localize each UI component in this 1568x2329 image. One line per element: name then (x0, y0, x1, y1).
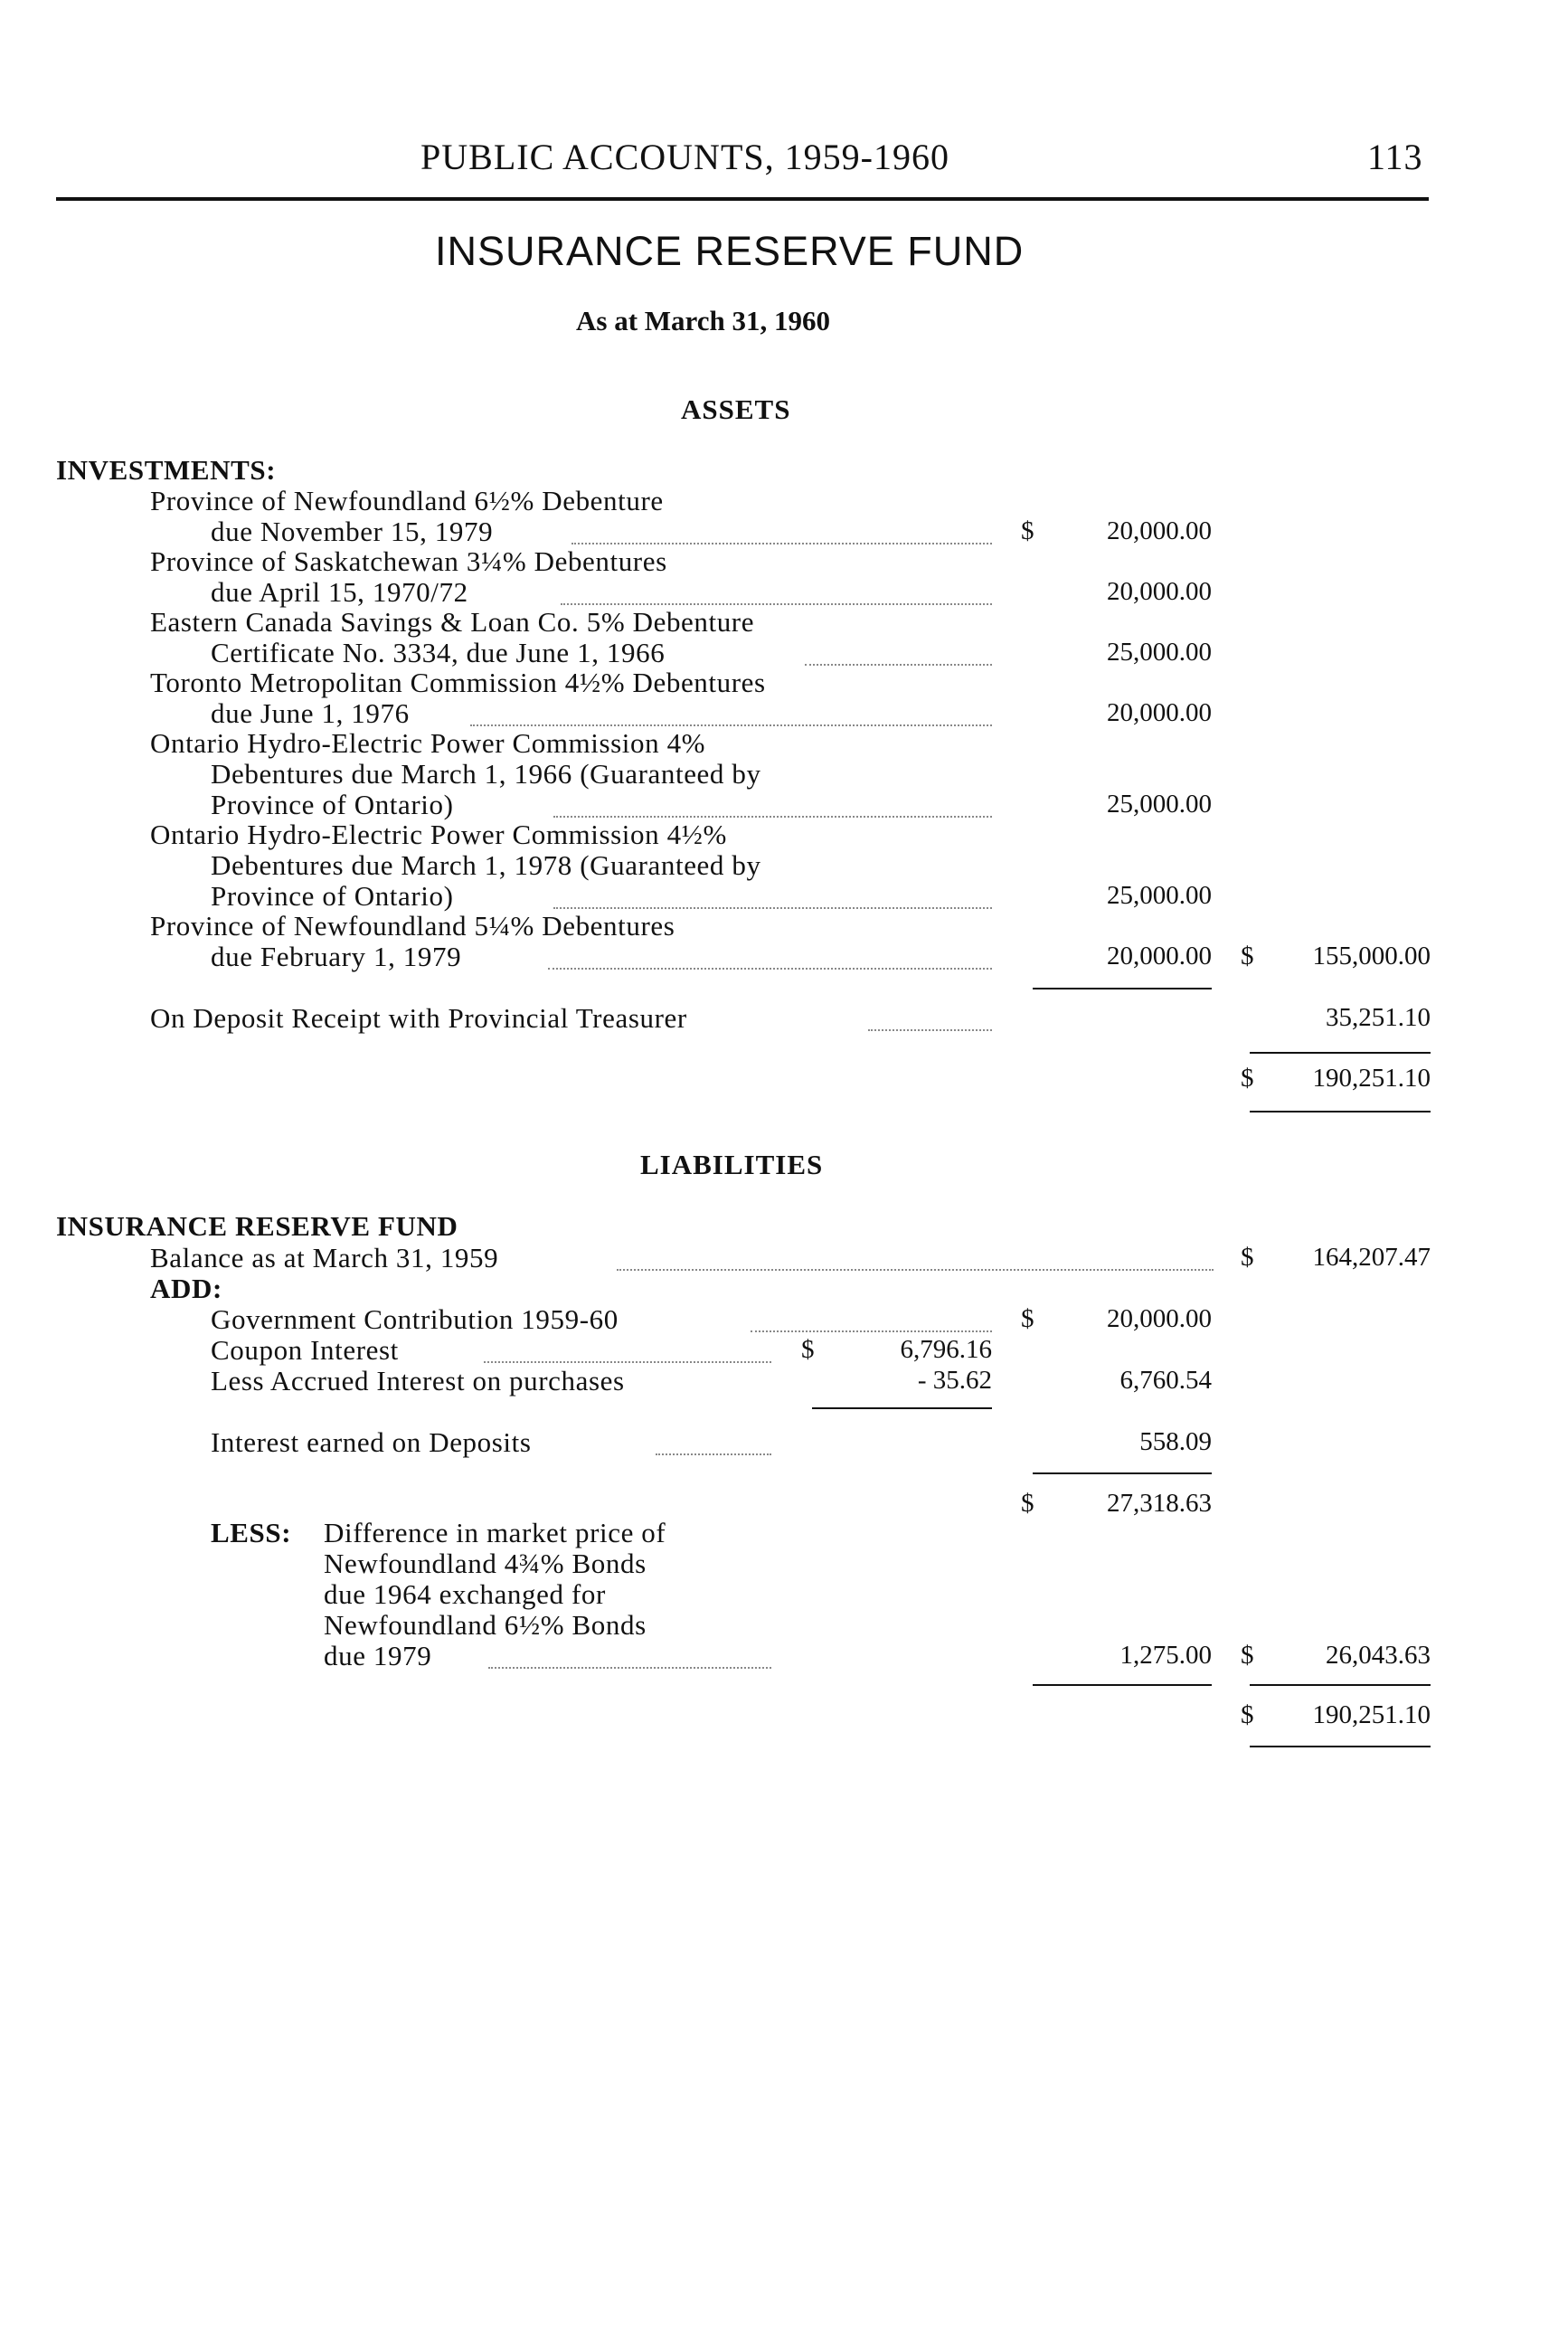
leader-dots (553, 816, 992, 818)
balance-label: Balance as at March 31, 1959 (150, 1242, 499, 1273)
currency-symbol: $ (1241, 1243, 1254, 1272)
total-double-rule (1250, 1746, 1431, 1747)
liabilities-heading: LIABILITIES (640, 1149, 824, 1180)
investment-6-line-3: Province of Ontario) (211, 880, 454, 912)
subtotal-rule (1033, 1472, 1212, 1474)
less-amount: 1,275.00 (1119, 1641, 1212, 1670)
investment-3-line-2: Certificate No. 3334, due June 1, 1966 (211, 637, 666, 668)
subtotal-rule (1250, 1684, 1431, 1686)
net-interest: 6,760.54 (1119, 1366, 1212, 1395)
investment-1-amount: 20,000.00 (1107, 516, 1212, 545)
accrued-label: Less Accrued Interest on purchases (211, 1365, 625, 1396)
add-label: ADD: (150, 1273, 222, 1304)
investment-5-line-1: Ontario Hydro-Electric Power Commission 4% (150, 727, 706, 759)
less-line-4: Newfoundland 6½% Bonds (324, 1609, 647, 1641)
additions-subtotal: 27,318.63 (1107, 1489, 1212, 1518)
less-line-5: due 1979 (324, 1640, 432, 1671)
gov-contribution-label: Government Contribution 1959-60 (211, 1303, 619, 1335)
as-at-date: As at March 31, 1960 (576, 305, 830, 336)
liabilities-total: 190,251.10 (1312, 1700, 1431, 1729)
currency-symbol: $ (1021, 1489, 1034, 1518)
leader-dots (470, 724, 992, 726)
subtotal-rule (1033, 1684, 1212, 1686)
net-addition: 26,043.63 (1326, 1641, 1431, 1670)
investment-4-line-2: due June 1, 1976 (211, 697, 410, 729)
running-head: PUBLIC ACCOUNTS, 1959-1960 (420, 137, 949, 177)
header-rule (56, 197, 1429, 201)
page-number: 113 (1367, 137, 1423, 177)
investment-3-line-1: Eastern Canada Savings & Loan Co. 5% Debenture (150, 606, 755, 638)
less-label: LESS: (211, 1517, 292, 1548)
investment-4-amount: 20,000.00 (1107, 698, 1212, 727)
investment-7-line-1: Province of Newfoundland 5¼% Debentures (150, 910, 675, 942)
leader-dots (617, 1269, 1214, 1271)
fund-title: INSURANCE RESERVE FUND (435, 228, 1025, 274)
investment-7-amount: 20,000.00 (1107, 942, 1212, 970)
deposit-interest-label: Interest earned on Deposits (211, 1426, 532, 1458)
accrued-amount: - 35.62 (917, 1366, 992, 1395)
coupon-label: Coupon Interest (211, 1334, 399, 1366)
leader-dots (548, 968, 992, 970)
coupon-amount: 6,796.16 (900, 1335, 992, 1364)
less-line-1: Difference in market price of (324, 1517, 666, 1548)
investment-1-line-1: Province of Newfoundland 6½% Debenture (150, 485, 664, 516)
leader-dots (488, 1667, 771, 1669)
investment-4-line-1: Toronto Metropolitan Commission 4½% Debentures (150, 667, 766, 698)
less-line-2: Newfoundland 4¾% Bonds (324, 1548, 647, 1579)
investment-5-line-3: Province of Ontario) (211, 789, 454, 820)
investment-5-amount: 25,000.00 (1107, 790, 1212, 819)
leader-dots (656, 1453, 771, 1455)
investment-1-line-2: due November 15, 1979 (211, 516, 494, 547)
currency-symbol: $ (1021, 1304, 1034, 1333)
deposit-interest-amount: 558.09 (1139, 1427, 1212, 1456)
subtotal-rule (1033, 988, 1212, 989)
deposit-amount: 35,251.10 (1326, 1003, 1431, 1032)
less-line-3: due 1964 exchanged for (324, 1578, 606, 1610)
deposit-label: On Deposit Receipt with Provincial Treasurer (150, 1002, 687, 1034)
investment-6-line-2: Debentures due March 1, 1978 (Guaranteed by (211, 849, 761, 881)
assets-total: 190,251.10 (1312, 1064, 1431, 1093)
leader-dots (561, 603, 992, 605)
investment-6-line-1: Ontario Hydro-Electric Power Commission 4½% (150, 819, 727, 850)
total-rule (1250, 1052, 1431, 1054)
total-double-rule (1250, 1111, 1431, 1112)
currency-symbol: $ (1241, 1064, 1254, 1093)
leader-dots (805, 664, 992, 666)
currency-symbol: $ (1241, 942, 1254, 970)
currency-symbol: $ (1241, 1641, 1254, 1670)
gov-contribution-amount: 20,000.00 (1107, 1304, 1212, 1333)
investment-5-line-2: Debentures due March 1, 1966 (Guaranteed by (211, 758, 761, 790)
investment-7-line-2: due February 1, 1979 (211, 941, 462, 972)
leader-dots (868, 1029, 992, 1031)
investment-2-amount: 20,000.00 (1107, 577, 1212, 606)
subtotal-rule (812, 1407, 992, 1409)
currency-symbol: $ (1241, 1700, 1254, 1729)
investment-2-line-2: due April 15, 1970/72 (211, 576, 468, 608)
leader-dots (571, 543, 992, 544)
currency-symbol: $ (1021, 516, 1034, 545)
leader-dots (751, 1330, 992, 1332)
leader-dots (553, 907, 992, 909)
balance-amount: 164,207.47 (1312, 1243, 1431, 1272)
investment-2-line-1: Province of Saskatchewan 3¼% Debentures (150, 545, 667, 577)
investment-3-amount: 25,000.00 (1107, 638, 1212, 667)
investments-total: 155,000.00 (1312, 942, 1431, 970)
investments-label: INVESTMENTS: (56, 454, 277, 486)
investment-6-amount: 25,000.00 (1107, 881, 1212, 910)
currency-symbol: $ (801, 1335, 815, 1364)
leader-dots (484, 1361, 771, 1363)
assets-heading: ASSETS (681, 393, 791, 425)
fund-label: INSURANCE RESERVE FUND (56, 1210, 458, 1242)
